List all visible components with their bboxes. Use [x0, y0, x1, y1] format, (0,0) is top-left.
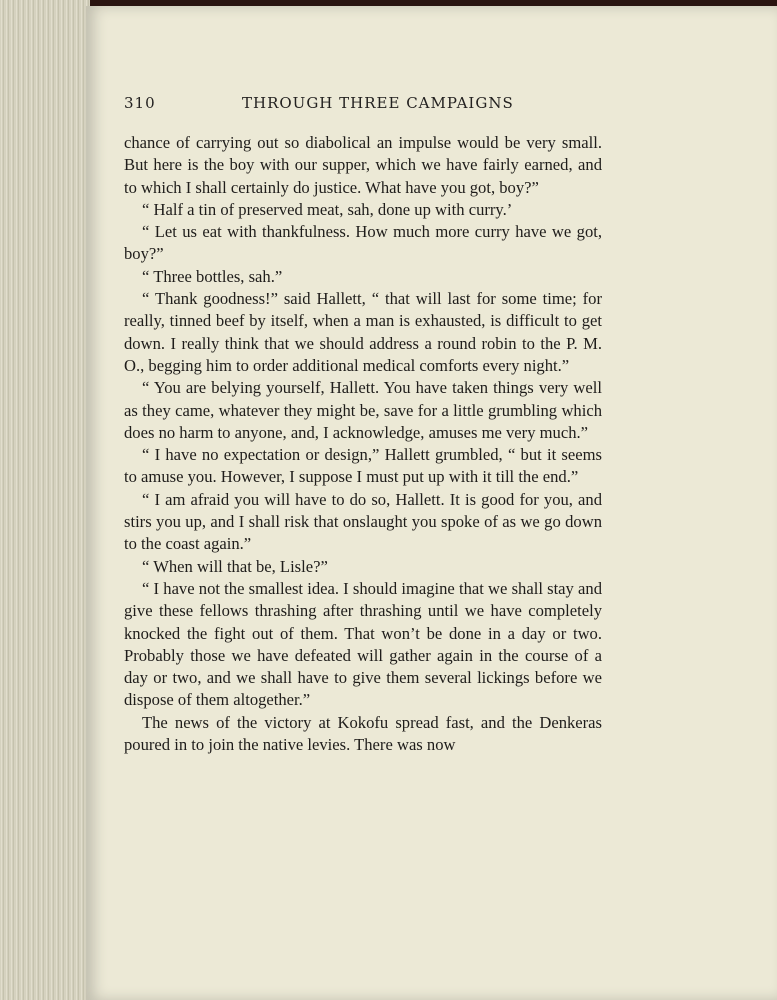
page-edges	[0, 0, 90, 1000]
paragraph: “ Let us eat with thankfulness. How much more curry have we got, boy?”	[124, 222, 602, 264]
running-title: THROUGH THREE CAMPAIGNS	[242, 94, 514, 112]
page-number: 310	[124, 94, 156, 112]
paragraph: “ You are belying yourself, Hallett. You have taken things very well as they came, whatever they might be, save for a little grumbling which does no harm to anyone, and, I acknowledge, amuses me very much.”	[124, 378, 602, 442]
paragraph: “ When will that be, Lisle?”	[142, 556, 328, 576]
paragraph: chance of carrying out so diabolical an impulse would be very small. But here is the boy with our supper, which we have fairly earned, and to which I shall certainly do justice. What have you got, boy?”	[124, 133, 602, 197]
paragraph: The news of the victory at Kokofu spread fast, and the Denkeras poured in to join the native levies. There was now	[124, 712, 602, 755]
paragraph: “ I am afraid you will have to do so, Hallett. It is good for you, and stirs you up, and I shall risk that onslaught you spoke of as we go down to the coast again.”	[124, 489, 602, 554]
paragraph: “ I have not the smallest idea. I should imagine that we shall stay and give these fellows thrashing after thrashing until we have completely knocked the fight out of them. That won’t be done in a day or two. Probably those we have defeated will gather again in the course of a day or two, and we shall have to give them several lickings before we dispose of them altogether.”	[124, 578, 602, 710]
paragraph: “ Half a tin of preserved meat, sah, done up with curry.’	[142, 199, 513, 219]
paragraph: “ I have no expectation or design,” Hallett grumbled, “ but it seems to amuse you. However, I suppose I must put up with it till the end.”	[124, 445, 602, 487]
page-header	[124, 94, 604, 116]
paragraph: “ Thank goodness!” said Hallett, “ that will last for some time; for really, tinned beef by itself, when a man is exhausted, is difficult to get down. I really think that we should address a round robin to the P. M. O., begging him to order additional medical comforts every night.”	[124, 289, 602, 375]
paragraph: “ Three bottles, sah.”	[142, 266, 283, 286]
body-text	[124, 132, 602, 756]
